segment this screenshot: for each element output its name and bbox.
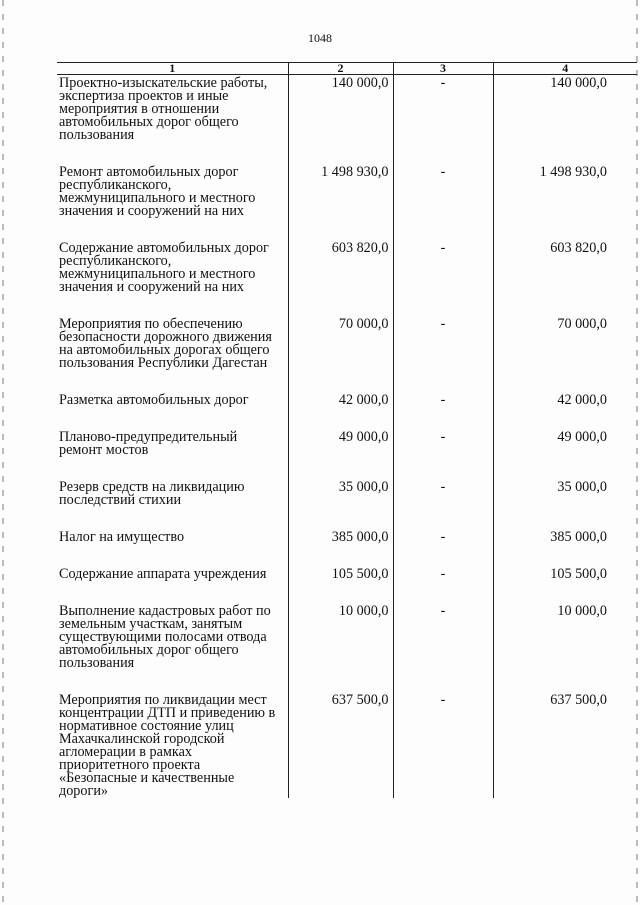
column-header-4: 4 — [493, 63, 637, 75]
row-name-cell: Налог на имущество — [59, 529, 185, 545]
page-number: 1048 — [308, 31, 332, 45]
left-scan-edge — [2, 0, 4, 905]
row-col3-value: - — [393, 429, 493, 479]
row-col3-value: - — [393, 603, 493, 692]
row-col4-value: 70 000,0 — [493, 316, 637, 392]
row-name-cell: Выполнение кадастровых работ по земельным участкам, занятым существующими полосами отвода автомобильных дорог общего пользования — [59, 603, 271, 671]
table-row — [57, 429, 637, 479]
row-col4-value: 603 820,0 — [493, 240, 637, 316]
row-col2-value: 603 820,0 — [288, 240, 393, 316]
row-col2-value: 49 000,0 — [288, 429, 393, 479]
column-header-2: 2 — [288, 63, 393, 75]
row-col4-value: 1 498 930,0 — [493, 164, 637, 240]
row-col2-value: 42 000,0 — [288, 392, 393, 429]
budget-table — [57, 62, 637, 798]
row-name-cell: Содержание аппарата учреждения — [59, 566, 267, 582]
row-col3-value: - — [393, 240, 493, 316]
column-number-row — [57, 63, 637, 75]
row-col2-value: 1 498 930,0 — [288, 164, 393, 240]
row-col3-value: - — [393, 692, 493, 798]
row-col2-value: 140 000,0 — [288, 75, 393, 165]
row-col4-value: 10 000,0 — [493, 603, 637, 692]
row-name-cell: Планово-предупредительный ремонт мостов — [59, 429, 238, 458]
row-col3-value: - — [393, 479, 493, 529]
row-col2-value: 637 500,0 — [288, 692, 393, 798]
row-name-cell: Мероприятия по обеспечению безопасности дорожного движения на автомобильных дорогах общего пользования Республики Дагестан — [59, 316, 272, 371]
row-name-cell: Мероприятия по ликвидации мест концентрации ДТП и приведению в нормативное состояние улиц Махачкалинской городской агломерации в рамках приоритетного проекта «Безопасные и качественные дороги» — [59, 692, 276, 799]
row-col2-value: 35 000,0 — [288, 479, 393, 529]
budget-table-wrapper — [57, 62, 637, 798]
table-row — [57, 566, 637, 603]
row-col4-value: 42 000,0 — [493, 392, 637, 429]
row-col4-value: 140 000,0 — [493, 75, 637, 165]
row-name-cell: Ремонт автомобильных дорог республиканского, межмуниципального и местного значения и сооружений на них — [59, 164, 256, 219]
row-name-cell: Проектно-изыскательские работы, экспертиза проектов и иные мероприятия в отношении автомобильных дорог общего пользования — [59, 75, 268, 143]
row-col3-value: - — [393, 529, 493, 566]
table-body — [57, 75, 637, 799]
row-col3-value: - — [393, 392, 493, 429]
table-row — [57, 392, 637, 429]
row-col3-value: - — [393, 566, 493, 603]
row-col3-value: - — [393, 316, 493, 392]
table-row — [57, 75, 637, 165]
table-row — [57, 692, 637, 798]
row-col4-value: 385 000,0 — [493, 529, 637, 566]
table-row — [57, 164, 637, 240]
row-col3-value: - — [393, 75, 493, 165]
row-name-cell: Разметка автомобильных дорог — [59, 392, 249, 408]
table-row — [57, 479, 637, 529]
row-col2-value: 385 000,0 — [288, 529, 393, 566]
column-header-1: 1 — [57, 63, 288, 75]
row-name-cell: Содержание автомобильных дорог республиканского, межмуниципального и местного значения и сооружений на них — [59, 240, 269, 295]
row-col2-value: 105 500,0 — [288, 566, 393, 603]
table-row — [57, 529, 637, 566]
row-col2-value: 10 000,0 — [288, 603, 393, 692]
row-col2-value: 70 000,0 — [288, 316, 393, 392]
row-col3-value: - — [393, 164, 493, 240]
row-col4-value: 49 000,0 — [493, 429, 637, 479]
row-col4-value: 637 500,0 — [493, 692, 637, 798]
table-row — [57, 316, 637, 392]
row-col4-value: 35 000,0 — [493, 479, 637, 529]
column-header-3: 3 — [393, 63, 493, 75]
table-row — [57, 603, 637, 692]
row-name-cell: Резерв средств на ликвидацию последствий стихии — [59, 479, 245, 508]
row-col4-value: 105 500,0 — [493, 566, 637, 603]
table-row — [57, 240, 637, 316]
